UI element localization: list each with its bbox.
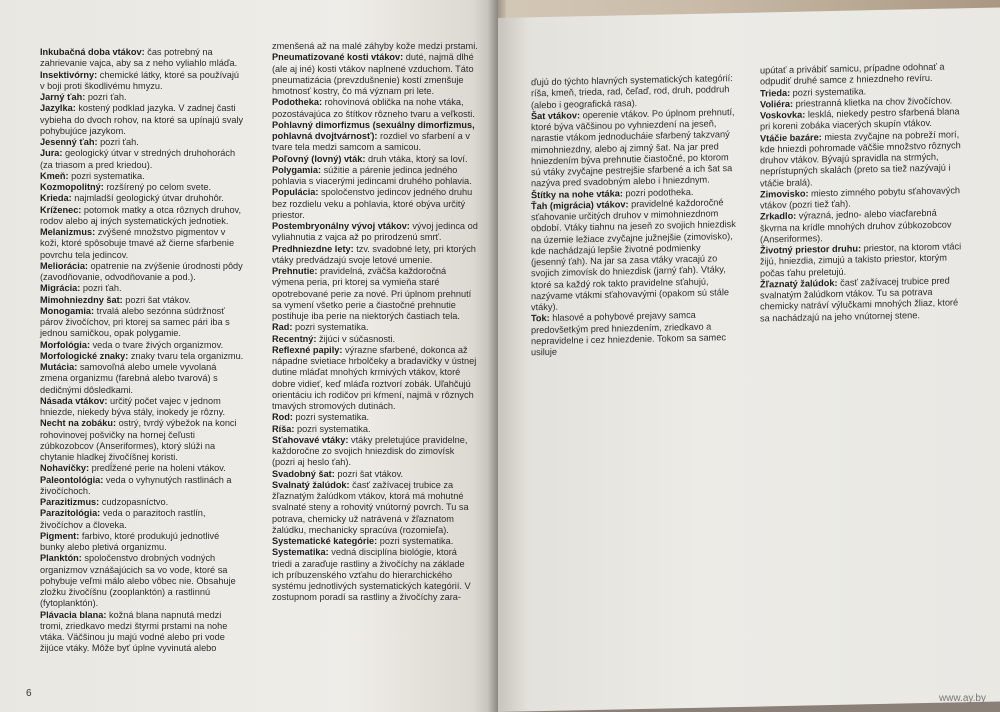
- glossary-definition: pozri systematika.: [790, 85, 867, 98]
- glossary-entry: [40, 531, 246, 554]
- glossary-definition: pozri systematika.: [292, 322, 369, 333]
- glossary-entry: [272, 345, 478, 413]
- glossary-definition: pozri systematika.: [294, 423, 371, 434]
- glossary-term: Trieda:: [760, 87, 791, 99]
- glossary-entry: [272, 244, 478, 267]
- glossary-definition: predĺžené perie na holeni vtákov.: [89, 463, 226, 474]
- glossary-entry: [40, 351, 246, 362]
- glossary-term: Recentný:: [272, 333, 317, 344]
- glossary-entry: [272, 536, 478, 547]
- glossary-entry: [40, 396, 246, 419]
- glossary-entry: [272, 480, 478, 536]
- glossary-entry: [531, 73, 737, 111]
- glossary-entry: [272, 547, 478, 603]
- glossary-term: Svalnatý žalúdok:: [272, 479, 350, 490]
- glossary-entry: [272, 334, 478, 345]
- glossary-term: Štítky na nohe vtáka:: [531, 187, 623, 200]
- glossary-term: Tok:: [531, 313, 550, 324]
- glossary-entry: [40, 362, 246, 396]
- glossary-entry: [531, 309, 737, 358]
- glossary-term: Rod:: [272, 412, 293, 423]
- glossary-entry: [40, 103, 246, 137]
- glossary-definition: súžitie a párenie jedinca jedného pohlavia s viacerými jedincami druhého pohlavia.: [272, 164, 472, 186]
- glossary-definition: duté, najmä dlhé (ale aj iné) kosti vtákov naplnené vzduchom. Táto pneumatizácia (prevzdušnenie) kostí zmenšuje hmotnosť kostry, čo má význam pri lete.: [272, 52, 474, 96]
- glossary-term: Ríša:: [272, 423, 295, 434]
- glossary-definition: ostrý, tvrdý výbežok na konci rohovinovej pošvičky na hornej čeľusti zúbkozobcov (Anseriformes), ktorý slúži na chytanie hladkej živočíšnej koristi.: [40, 418, 237, 462]
- glossary-definition: spoločenstvo drobných vodných organizmov vznášajúcich sa vo vode, ktoré sa pohybuje veľmi málo alebo vôbec nie. Obsahuje zložku živočíšnu (zooplanktón) a rastlinnú (fytoplanktón).: [40, 553, 236, 609]
- glossary-entry: [40, 261, 246, 284]
- glossary-term: Jazylka:: [40, 103, 76, 114]
- glossary-entry: [272, 165, 478, 188]
- glossary-entry: [40, 295, 246, 306]
- glossary-definition: pozri ťah.: [85, 92, 127, 102]
- glossary-entry: [40, 205, 246, 228]
- glossary-definition: hlasové a pohybové prejavy samca predovšetkým pred hniezdením, zriedkavo a nepravidelne i cez hniezdenie. Tokom sa samec usiluje: [531, 310, 726, 358]
- glossary-definition: časť zažívacej trubice pred svalnatým žalúdkom vtákov. Tu sa potrava chemicky natráví výlučkami mnohých žliaz, ktoré sa nachádzajú na jeho vnútornej stene.: [760, 275, 959, 324]
- glossary-definition: farbivo, ktoré produkujú jednotlivé bunky alebo pletivá organizmu.: [40, 530, 220, 552]
- glossary-term: Parazitizmus:: [40, 497, 100, 507]
- glossary-term: Pneumatizované kosti vtákov:: [272, 52, 404, 63]
- glossary-term: Mimohniezdny šat:: [40, 294, 123, 305]
- glossary-term: Sťahovavé vtáky:: [272, 434, 349, 445]
- glossary-term: Zimovisko:: [760, 188, 809, 200]
- glossary-definition: pozri ťah.: [97, 137, 139, 147]
- glossary-definition: miesto zimného pobytu sťahovavých vtákov (pozri tiež ťah).: [760, 185, 961, 211]
- glossary-definition: rozšírený po celom svete.: [103, 182, 212, 192]
- glossary-entry: [40, 227, 246, 261]
- glossary-definition: chemické látky, ktoré sa používajú v boji proti škodlivému hmyzu.: [40, 69, 239, 91]
- glossary-entry: [531, 107, 737, 190]
- glossary-term: Kríženec:: [40, 204, 82, 215]
- glossary-definition: zvýšené množstvo pigmentov v koži, ktoré spôsobuje tmavé až čierne sfarbenie povrchu tela jedincov.: [40, 227, 235, 260]
- glossary-term: Reflexné papily:: [272, 344, 343, 355]
- glossary-entry: [40, 47, 246, 70]
- glossary-definition: pozri ťah.: [80, 283, 122, 294]
- glossary-entry: [40, 475, 246, 498]
- glossary-definition: vedná disciplína biológie, ktorá triedi a zaraďuje rastliny a živočíchy na základe ich príbuzenského vzťahu do hierarchického systému jednotlivých systematických kategórií. V zostupnom poradí sa rastliny a živočíchy zara-: [272, 547, 471, 603]
- glossary-entry: [760, 241, 966, 279]
- glossary-definition: spoločenstvo jedincov jedného druhu bez rozdielu veku a pohlavia, ktoré obýva určitý priestor.: [272, 187, 473, 220]
- glossary-term: Vtáčie bazáre:: [760, 131, 822, 144]
- glossary-entry: [40, 508, 246, 531]
- glossary-term: Jesenný ťah:: [40, 137, 98, 147]
- glossary-definition: pozri systematika.: [292, 412, 369, 423]
- glossary-definition: určitý počet vajec v jednom hniezde, niekedy býva stály, inokedy je rôzny.: [40, 395, 226, 417]
- glossary-term: Insektivórny:: [40, 69, 98, 80]
- glossary-term: Populácia:: [272, 187, 319, 198]
- glossary-definition: tzv. svadobné lety, pri ktorých vtáky predvádzajú svoje letové umenie.: [272, 243, 476, 265]
- glossary-term: Systematické kategórie:: [272, 536, 378, 546]
- glossary-entry: [272, 322, 478, 333]
- glossary-entry: [40, 137, 246, 148]
- glossary-definition: znaky tvaru tela organizmu.: [128, 350, 244, 361]
- glossary-term: Migrácia:: [40, 283, 81, 294]
- glossary-definition: výrazná, jedno- alebo viacfarebná škvrna na krídle mnohých druhov zúbkozobcov (Anseriformes).: [760, 208, 952, 245]
- glossary-definition: opatrenie na zvýšenie úrodnosti pôdy (zavodňovanie, odvodňovanie a pod.).: [40, 260, 243, 282]
- glossary-term: Rad:: [272, 322, 293, 333]
- glossary-entry: [531, 197, 737, 314]
- glossary-definition: pravidelné každoročné sťahovanie určitých druhov v mimohniezdnom období. Vtáky tiahnu na jeseň zo svojich hniezdisk na územie ležiace zvyčajne južnejšie (zimovisko), kde nachádzajú lepšie životné podmienky (jesenný ťah). Na jar sa zasa vtáky vracajú zo svojich zimovísk do hniezdisk (jarný ťah). Vtáky, ktoré sa každý rok takto pravidelne sťahujú, nazývame vtákmi sťahovavými (opakom sú stále vtáky).: [531, 197, 736, 313]
- glossary-definition: lesklá, niekedy pestro sfarbená blana pri koreni zobáka viacerých skupín vtákov.: [760, 106, 960, 132]
- glossary-definition: upútať a privábiť samicu, prípadne odohnať a odpudiť druhé samce z hniezdneho revíru.: [760, 61, 945, 87]
- glossary-entry: [40, 418, 246, 463]
- glossary-entry: [272, 52, 478, 97]
- glossary-definition: pravidelná, zväčša každoročná výmena peria, pri ktorej sa vymieňa staré opotrebované perie za nové. Pri úplnom prehnutí sa vymení všetko perie a čiastočné prehnutie postihuje iba perie na niektorých častiach tela.: [272, 266, 472, 321]
- glossary-term: Šat vtákov:: [531, 110, 581, 122]
- glossary-entry: [272, 435, 478, 469]
- glossary-term: Monogamia:: [40, 305, 95, 316]
- right-column-2: [760, 61, 966, 324]
- glossary-definition: kožná blana napnutá medzi tromi, zriedkavo medzi štyrmi prstami na nohe vtáka. Väčšinou ju majú vodné alebo pri vode žijúce vtáky. Môže byť úplne vyvinutá alebo: [40, 609, 228, 654]
- glossary-definition: veda o tvare živých organizmov.: [90, 339, 224, 350]
- glossary-entry: [760, 129, 966, 190]
- glossary-term: Zrkadlo:: [760, 211, 797, 222]
- glossary-term: Nohavičky:: [40, 463, 90, 474]
- glossary-term: Meliorácia:: [40, 260, 88, 271]
- glossary-definition: pozri systematika.: [68, 170, 145, 181]
- glossary-entry: [40, 610, 246, 655]
- glossary-definition: vývoj jedinca od vyliahnutia z vajca až po prirodzenú smrť.: [272, 221, 478, 243]
- glossary-entry: [40, 306, 246, 340]
- glossary-definition: veda o parazitoch rastlín, živočíchov a človeka.: [40, 508, 206, 530]
- glossary-entry: [272, 221, 478, 244]
- glossary-entry: [40, 497, 246, 508]
- glossary-term: Jura:: [40, 148, 63, 159]
- glossary-definition: pozri systematika.: [377, 536, 454, 546]
- glossary-term: Jarný ťah:: [40, 92, 86, 102]
- glossary-term: Polygamia:: [272, 164, 322, 175]
- glossary-term: Parazitológia:: [40, 508, 101, 519]
- glossary-definition: čas potrebný na zahrievanie vajca, aby sa z neho vyliahlo mláďa.: [40, 47, 238, 69]
- glossary-term: Predhniezdne lety:: [272, 243, 354, 254]
- glossary-definition: priestranná klietka na chov živočíchov.: [793, 95, 953, 109]
- glossary-entry: [40, 553, 246, 609]
- glossary-term: Žľaznatý žalúdok:: [760, 277, 838, 290]
- glossary-entry: [760, 275, 966, 324]
- glossary-term: Životný priestor druhu:: [760, 243, 862, 256]
- glossary-definition: samovoľná alebo umele vyvolaná zmena organizmu (farebná alebo tvarová) s dedičnými dôsledkami.: [40, 362, 218, 395]
- glossary-entry: [272, 41, 478, 52]
- glossary-entry: [272, 424, 478, 435]
- glossary-term: Paleontológia:: [40, 474, 104, 485]
- glossary-term: Kozmopolitný:: [40, 182, 104, 192]
- glossary-term: Plávacia blana:: [40, 609, 107, 620]
- page-number: 6: [26, 688, 32, 699]
- glossary-definition: cudzopasníctvo.: [99, 497, 169, 507]
- glossary-term: Postembryonálny vývoj vtákov:: [272, 221, 410, 231]
- glossary-entry: [272, 412, 478, 423]
- glossary-definition: veda o vyhynutých rastlinách a živočíchoch.: [40, 474, 232, 496]
- glossary-term: Ťah (migrácia) vtákov:: [531, 199, 629, 212]
- glossary-entry: [40, 148, 246, 171]
- glossary-definition: druh vtáka, ktorý sa loví.: [365, 153, 468, 164]
- glossary-entry: [272, 154, 478, 165]
- glossary-term: Morfológia:: [40, 339, 91, 350]
- glossary-entry: [40, 193, 246, 204]
- glossary-term: Kmeň:: [40, 170, 69, 181]
- glossary-definition: vtáky preletujúce pravidelne, každoročne zo svojich hniezdisk do zimovísk (pozri aj heslo ťah).: [272, 434, 468, 468]
- glossary-term: Násada vtákov:: [40, 395, 108, 406]
- glossary-definition: časť zažívacej trubice za žľaznatým žalúdkom vtákov, ktorá má mohutné svalnaté steny a rohovitý vnútorný povrch. Tu sa potrava, chemicky už natrávená v žľaznatom žalúdku, mechanicky spracúva (rozomieľa).: [272, 479, 469, 535]
- glossary-term: Svadobný šat:: [272, 468, 335, 479]
- glossary-term: Pigment:: [40, 530, 80, 541]
- glossary-term: Prehnutie:: [272, 266, 318, 276]
- glossary-term: Voskovka:: [760, 109, 806, 121]
- glossary-definition: miesta zvyčajne na pobreží morí, kde hniezdi pohromade väčšie množstvo rôznych druhov vtákov. Bývajú spravidla na strmých, neprístupných skalách (preto sa tiež nazývajú i vtáčie bralá).: [760, 128, 961, 189]
- glossary-definition: ďujú do týchto hlavných systematických kategórií: ríša, kmeň, trieda, rad, čeľaď, rod, druh, poddruh (alebo i geografická rasa).: [531, 73, 733, 110]
- glossary-definition: rozdiel vo sfarbení a v tvare tela medzi samcom a samicou.: [272, 131, 470, 153]
- left-column-1: [40, 47, 246, 655]
- glossary-term: Inkubačná doba vtákov:: [40, 47, 145, 57]
- glossary-term: Voliéra:: [760, 98, 794, 110]
- glossary-entry: [40, 182, 246, 193]
- glossary-definition: najmladší geologický útvar druhohôr.: [71, 193, 224, 204]
- glossary-entry: [40, 70, 246, 93]
- glossary-term: Poľovný (lovný) vták:: [272, 153, 366, 164]
- right-page: [498, 7, 1000, 712]
- glossary-entry: [272, 187, 478, 221]
- glossary-definition: trvalá alebo sezónna súdržnosť párov živočíchov, pri ktorej sa samec pári iba s jednou samičkou, opak polygamie.: [40, 305, 230, 339]
- glossary-term: Morfologické znaky:: [40, 350, 129, 361]
- glossary-definition: pozri podotheka.: [622, 186, 694, 198]
- glossary-definition: rohovinová oblička na nohe vtáka, pozostávajúca zo štítkov rôzneho tvaru a veľkosti.: [272, 97, 475, 119]
- glossary-definition: potomok matky a otca rôznych druhov, rodov alebo aj iných systematických jednotiek.: [40, 204, 242, 226]
- glossary-entry: [272, 469, 478, 480]
- watermark: www.ay.by: [938, 693, 986, 704]
- left-page: [0, 0, 498, 712]
- glossary-term: Melanizmus:: [40, 227, 96, 237]
- glossary-term: Planktón:: [40, 553, 82, 564]
- glossary-definition: výrazne sfarbené, dokonca až nápadne svietiace hrbolčeky a bradavičky v ústnej dutine mláďat mnohých krmivých vtákov, ktoré dobre vidieť, keď mláďa roztvorí zobák. Uľahčujú orientáciu ich rodičov pri kŕmení, najmä v rôznych tmavých stromových dutinách.: [272, 344, 477, 411]
- glossary-entry: [40, 340, 246, 351]
- glossary-term: Necht na zobáku:: [40, 418, 117, 429]
- glossary-definition: zmenšená až na malé záhyby kože medzi prstami.: [272, 41, 478, 51]
- glossary-term: Mutácia:: [40, 362, 78, 372]
- glossary-entry: [272, 97, 478, 120]
- glossary-entry: [40, 92, 246, 103]
- glossary-term: Systematika:: [272, 547, 329, 558]
- glossary-definition: operenie vtákov. Po úplnom prehnutí, ktoré býva väčšinou po vyhniezdení na jeseň, narastie vtákom jednoducháie sfarbený takzvaný mimohniezdny, alebo aj zimný šat. Na jar pred hniezdením býva prehnutie čiastočné, po ktorom sú vtáky zvyčajne pestrejšie sfarbené a ich šat sa nazýva pred svadobným alebo i hniezdnym.: [531, 106, 735, 189]
- glossary-entry: [40, 463, 246, 474]
- glossary-entry: [40, 171, 246, 182]
- glossary-entry: [760, 207, 966, 245]
- glossary-definition: pozri šat vtákov.: [334, 468, 404, 479]
- glossary-definition: žijúci v súčasnosti.: [316, 333, 396, 344]
- glossary-definition: priestor, na ktorom vtáci žijú, hniezdia, zimujú a takisto priestor, ktorým počas ťahu preletujú.: [760, 241, 962, 279]
- right-column-1: [531, 73, 737, 359]
- glossary-term: Podotheka:: [272, 97, 323, 108]
- glossary-entry: [272, 120, 478, 154]
- glossary-definition: kostený podklad jazyka. V zadnej časti vybieha do dvoch rohov, na ktoré sa upínajú svaly pohybujúce jazykom.: [40, 103, 244, 136]
- glossary-entry: [272, 266, 478, 322]
- glossary-entry: [40, 283, 246, 294]
- glossary-definition: pozri šat vtákov.: [122, 294, 191, 305]
- glossary-term: Pohlavný dimorfizmus (sexuálny dimorfizmus, pohlavná dvojtvárnosť):: [272, 119, 475, 141]
- left-column-2: [272, 41, 478, 604]
- glossary-term: Krieda:: [40, 193, 72, 204]
- glossary-definition: geologický útvar v stredných druhohorách (za triasom a pred kriedou).: [40, 148, 236, 170]
